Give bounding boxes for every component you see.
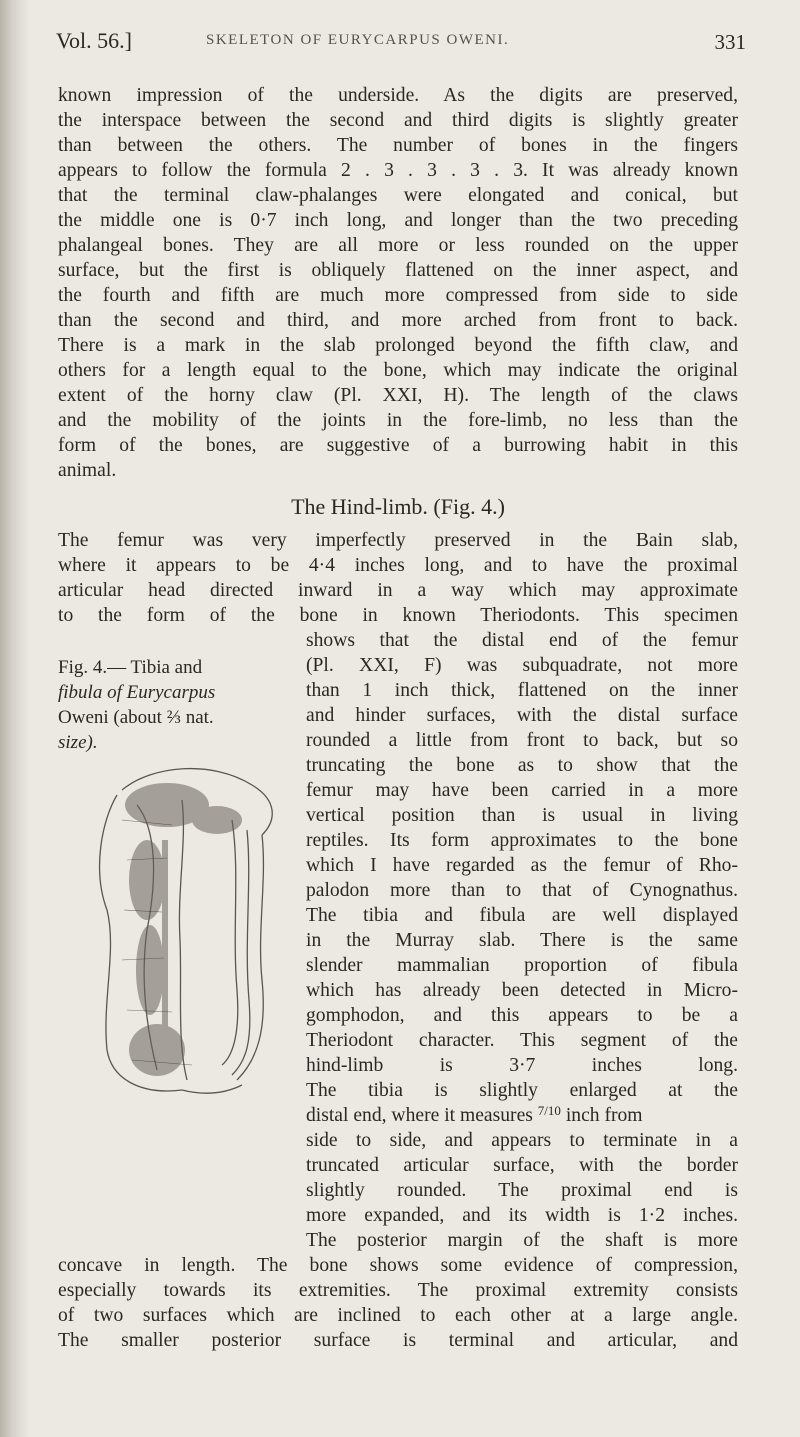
text-line: The tibia and fibula are well displayed: [306, 905, 738, 926]
text-line: in the Murray slab. There is the same: [306, 930, 738, 951]
caption-line: fibula of Eurycarpus: [58, 682, 216, 703]
text-line: shows that the distal end of the femur: [306, 630, 738, 651]
text-line: appears to follow the formula 2 . 3 . 3 . 3 . 3. It was already known: [58, 160, 738, 181]
text-line: and the mobility of the joints in the fore-limb, no less than the: [58, 410, 738, 431]
caption-line: size).: [58, 732, 98, 753]
text-line: slightly rounded. The proximal end is: [306, 1180, 738, 1201]
text-line: than between the others. The number of bones in the fingers: [58, 135, 738, 156]
figure-caption: [58, 655, 293, 755]
text-line: especially towards its extremities. The proximal extremity consists: [58, 1280, 738, 1301]
text-line: The tibia is slightly enlarged at the: [306, 1080, 738, 1101]
text-line: extent of the horny claw (Pl. XXI, H). The length of the claws: [58, 385, 738, 406]
caption-line: Oweni (about ⅔ nat.: [58, 707, 214, 728]
running-title: SKELETON OF EURYCARPUS OWENI.: [206, 32, 510, 48]
text-line: The femur was very imperfectly preserved in the Bain slab,: [58, 530, 738, 551]
text-line: The smaller posterior surface is terminal and articular, and: [58, 1330, 738, 1351]
volume-label: Vol. 56.]: [56, 28, 132, 53]
text-line: which has already been detected in Micro-: [306, 980, 738, 1001]
text-line: rounded a little from front to back, but so: [306, 730, 738, 751]
caption-line: Fig. 4.— Tibia and: [58, 657, 203, 678]
text-line: to the form of the bone in known Theriodonts. This specimen: [58, 605, 738, 626]
text-line: form of the bones, are suggestive of a burrowing habit in this: [58, 435, 738, 456]
text-line: animal.: [58, 460, 117, 481]
text-line: hind-limb is 3·7 inches long.: [306, 1055, 738, 1076]
text-line: truncating the bone as to show that the: [306, 755, 738, 776]
text-line: the fourth and fifth are much more compressed from side to side: [58, 285, 738, 306]
text-line: surface, but the first is obliquely flattened on the inner aspect, and: [58, 260, 738, 281]
tibia-fibula-illustration: [62, 760, 312, 1105]
text-line: side to side, and appears to terminate in a: [306, 1130, 738, 1151]
text-line: femur may have been carried in a more: [306, 780, 738, 801]
text-line-part: inch from: [565, 1105, 643, 1126]
text-line: than the second and third, and more arched from front to back.: [58, 310, 738, 331]
text-line: palodon more than to that of Cynognathus.: [306, 880, 738, 901]
page-binding-edge: [0, 0, 30, 1437]
text-line: vertical position than is usual in living: [306, 805, 738, 826]
text-line: gomphodon, and this appears to be a: [306, 1005, 738, 1026]
text-line-part: distal end, where it measures: [306, 1105, 533, 1126]
text-line: and hinder surfaces, with the distal surface: [306, 705, 738, 726]
text-line: of two surfaces which are inclined to each other at a large angle.: [58, 1305, 738, 1326]
text-line: where it appears to be 4·4 inches long, and to have the proximal: [58, 555, 738, 576]
running-header: [56, 28, 746, 62]
text-line: Theriodont character. This segment of the: [306, 1030, 738, 1051]
text-line: known impression of the underside. As the digits are preserved,: [58, 85, 738, 106]
text-line: concave in length. The bone shows some evidence of compression,: [58, 1255, 738, 1276]
text-line: that the terminal claw-phalanges were elongated and conical, but: [58, 185, 738, 206]
text-line: truncated articular surface, with the border: [306, 1155, 738, 1176]
text-line: [306, 1103, 738, 1128]
text-line: the interspace between the second and third digits is slightly greater: [58, 110, 738, 131]
fraction-seven-tenths: 7/10: [537, 1103, 561, 1118]
text-line: slender mammalian proportion of fibula: [306, 955, 738, 976]
text-line: which I have regarded as the femur of Rho-: [306, 855, 738, 876]
text-line: others for a length equal to the bone, which may indicate the original: [58, 360, 738, 381]
text-line: phalangeal bones. They are all more or less rounded on the upper: [58, 235, 738, 256]
section-heading: The Hind-limb. (Fig. 4.): [291, 494, 505, 519]
text-line: (Pl. XXI, F) was subquadrate, not more: [306, 655, 738, 676]
text-line: There is a mark in the slab prolonged beyond the fifth claw, and: [58, 335, 738, 356]
text-line: articular head directed inward in a way which may approximate: [58, 580, 738, 601]
text-line: The posterior margin of the shaft is more: [306, 1230, 738, 1251]
text-line: reptiles. Its form approximates to the bone: [306, 830, 738, 851]
text-line: more expanded, and its width is 1·2 inches.: [306, 1205, 738, 1226]
text-line: the middle one is 0·7 inch long, and longer than the two preceding: [58, 210, 738, 231]
page-number: 331: [714, 30, 746, 54]
text-line: than 1 inch thick, flattened on the inner: [306, 680, 738, 701]
